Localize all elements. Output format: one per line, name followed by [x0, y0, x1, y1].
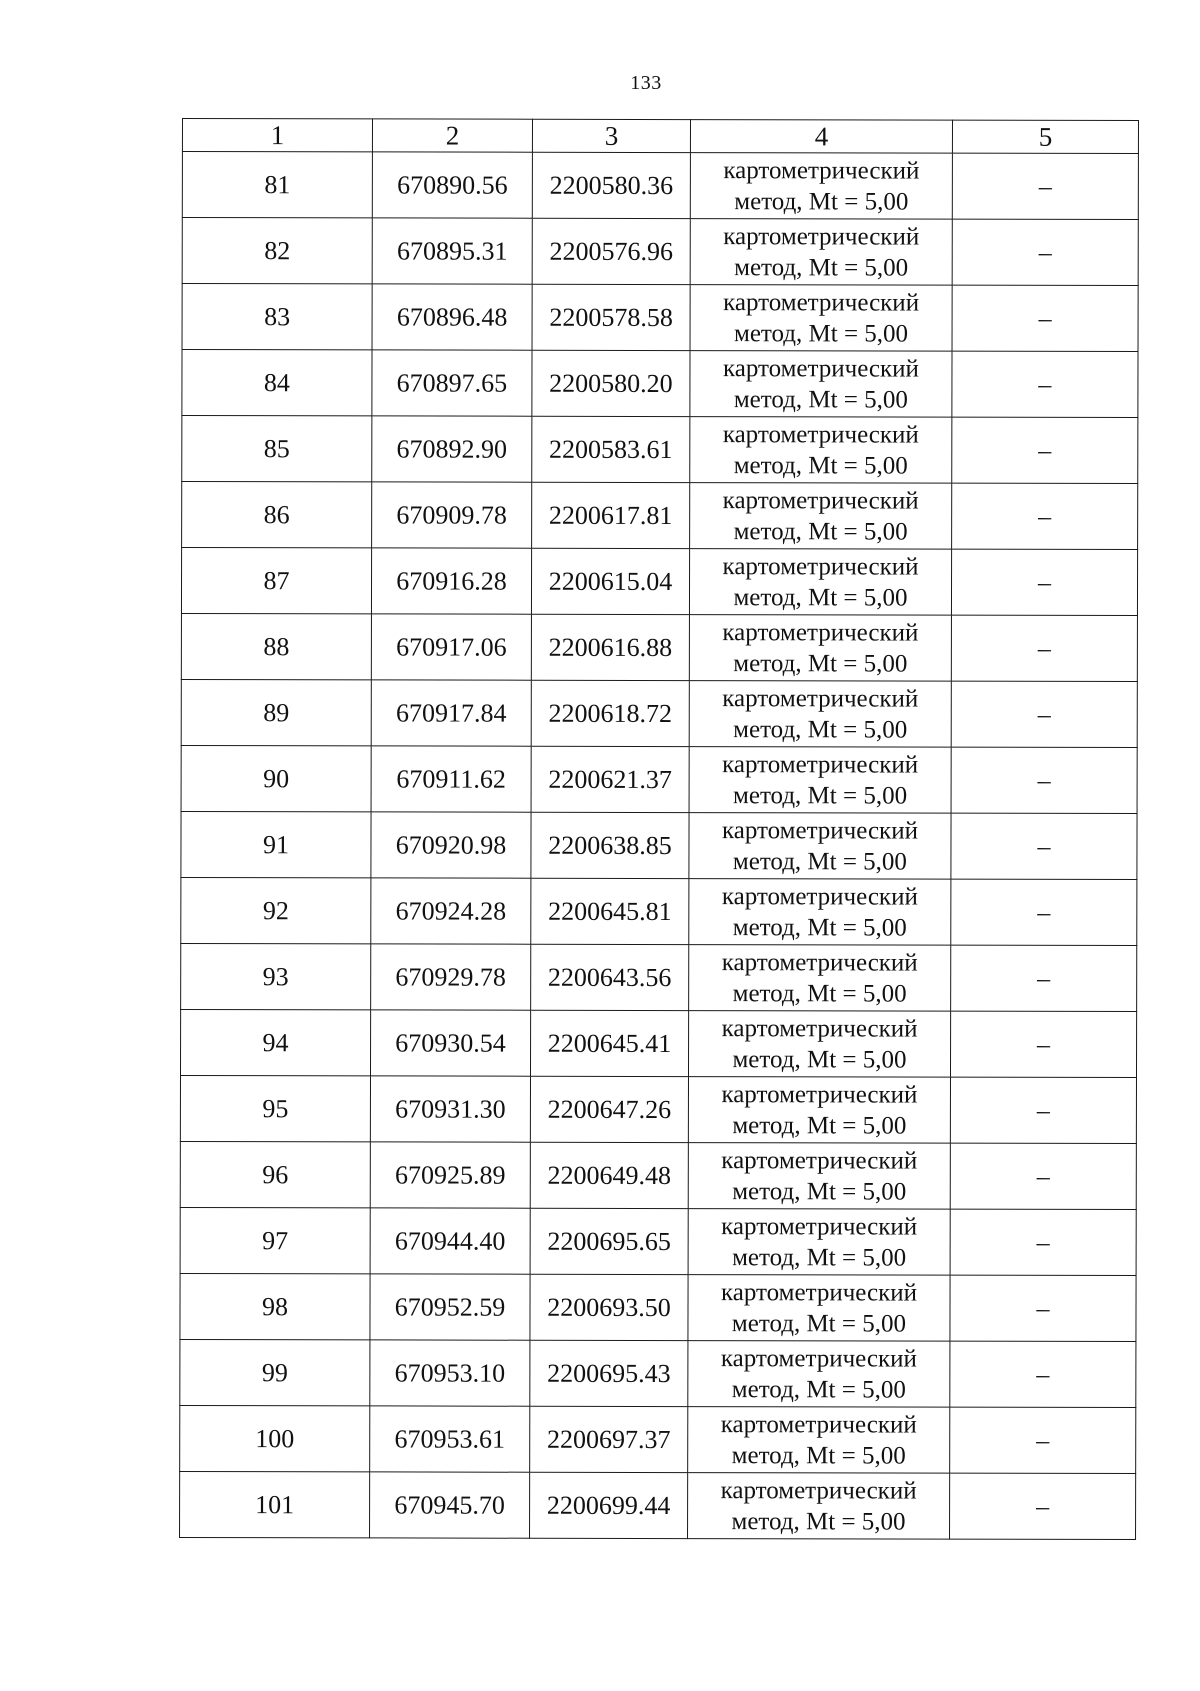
note-cell: –: [952, 417, 1138, 483]
y-coordinate-cell: 2200580.20: [532, 350, 690, 416]
x-coordinate-cell: 670953.10: [370, 1340, 530, 1406]
method-cell: [688, 1077, 950, 1144]
y-coordinate-cell: 2200699.44: [530, 1472, 688, 1538]
x-coordinate-cell: 670890.56: [372, 152, 532, 218]
method-cell: [690, 153, 952, 220]
note-cell: –: [952, 285, 1138, 351]
point-number-cell: 98: [180, 1273, 370, 1339]
x-coordinate-cell: 670929.78: [371, 944, 531, 1010]
note-cell: –: [951, 615, 1137, 681]
note-cell: –: [952, 351, 1138, 417]
table-row: [180, 1273, 1136, 1341]
note-cell: –: [951, 549, 1137, 615]
table-row: [182, 350, 1138, 418]
x-coordinate-cell: 670931.30: [370, 1076, 530, 1142]
method-accuracy: метод, Mt = 5,00: [733, 649, 908, 678]
point-number-cell: 91: [181, 811, 371, 877]
method-accuracy: метод, Mt = 5,00: [734, 187, 909, 216]
method-name: картометрический: [722, 420, 919, 449]
method-name: картометрический: [721, 816, 919, 845]
method-name: картометрический: [722, 354, 919, 383]
y-coordinate-cell: 2200643.56: [531, 944, 689, 1010]
method-cell: [689, 747, 951, 814]
method-name: картометрический: [721, 1278, 918, 1307]
x-coordinate-cell: 670945.70: [370, 1472, 530, 1538]
method-accuracy: метод, Mt = 5,00: [732, 1177, 907, 1206]
x-coordinate-cell: 670917.06: [371, 614, 531, 680]
method-cell: [689, 945, 951, 1012]
x-coordinate-cell: 670892.90: [372, 416, 532, 482]
method-name: картометрический: [722, 684, 919, 713]
method-name: картометрический: [722, 750, 919, 779]
method-accuracy: метод, Mt = 5,00: [732, 847, 907, 876]
table-row: [180, 1009, 1136, 1077]
method-cell: [688, 1341, 950, 1408]
table-row: [182, 416, 1138, 484]
table-row: [181, 613, 1137, 681]
x-coordinate-cell: 670916.28: [371, 548, 531, 614]
note-cell: –: [950, 1275, 1136, 1341]
table-row: [181, 745, 1137, 813]
point-number-cell: 99: [180, 1339, 370, 1405]
table-row: [182, 152, 1138, 220]
method-cell: [688, 1275, 950, 1342]
method-accuracy: метод, Mt = 5,00: [733, 385, 908, 414]
method-name: картометрический: [720, 1410, 917, 1439]
y-coordinate-cell: 2200615.04: [531, 548, 689, 614]
method-name: картометрический: [720, 1476, 917, 1505]
note-cell: –: [950, 1473, 1136, 1539]
method-accuracy: метод, Mt = 5,00: [733, 715, 908, 744]
table-row: [181, 877, 1137, 945]
method-name: картометрический: [721, 1080, 918, 1109]
y-coordinate-cell: 2200638.85: [531, 812, 689, 878]
note-cell: –: [950, 1077, 1136, 1143]
table-row: [180, 1339, 1136, 1407]
method-accuracy: метод, Mt = 5,00: [732, 979, 907, 1008]
table-row: [181, 679, 1137, 747]
header-row: [182, 119, 1138, 154]
method-accuracy: метод, Mt = 5,00: [732, 1045, 907, 1074]
x-coordinate-cell: 670895.31: [372, 218, 532, 284]
method-cell: [690, 219, 952, 286]
method-accuracy: метод, Mt = 5,00: [734, 253, 909, 282]
x-coordinate-cell: 670944.40: [370, 1208, 530, 1274]
y-coordinate-cell: 2200695.43: [530, 1340, 688, 1406]
table-row: [180, 1207, 1136, 1275]
method-accuracy: метод, Mt = 5,00: [733, 319, 909, 348]
method-cell: [690, 351, 952, 418]
method-name: картометрический: [723, 288, 920, 317]
x-coordinate-cell: 670911.62: [371, 746, 531, 812]
table-row: [180, 1471, 1136, 1539]
note-cell: –: [950, 1011, 1136, 1077]
point-number-cell: 81: [182, 152, 372, 218]
y-coordinate-cell: 2200580.36: [532, 152, 690, 218]
method-cell: [689, 681, 951, 748]
note-cell: –: [950, 1209, 1136, 1275]
method-accuracy: метод, Mt = 5,00: [732, 913, 907, 942]
method-accuracy: метод, Mt = 5,00: [733, 517, 908, 546]
method-name: картометрический: [721, 882, 918, 911]
coordinates-table: [179, 118, 1139, 1540]
method-cell: [688, 1473, 950, 1540]
point-number-cell: 88: [181, 613, 371, 679]
note-cell: –: [951, 945, 1137, 1011]
table-row: [180, 1141, 1136, 1209]
note-cell: –: [950, 1143, 1136, 1209]
method-name: картометрический: [723, 222, 920, 251]
point-number-cell: 82: [182, 218, 372, 284]
method-name: картометрический: [721, 1014, 918, 1043]
method-name: картометрический: [722, 486, 919, 515]
method-accuracy: метод, Mt = 5,00: [731, 1375, 906, 1404]
header-col-1: 1: [182, 119, 372, 152]
x-coordinate-cell: 670909.78: [372, 482, 532, 548]
note-cell: –: [951, 747, 1137, 813]
y-coordinate-cell: 2200695.65: [530, 1208, 688, 1274]
y-coordinate-cell: 2200576.96: [532, 218, 690, 284]
x-coordinate-cell: 670897.65: [372, 350, 532, 416]
point-number-cell: 85: [182, 416, 372, 482]
y-coordinate-cell: 2200649.48: [530, 1142, 688, 1208]
point-number-cell: 84: [182, 350, 372, 416]
note-cell: –: [952, 483, 1138, 549]
note-cell: –: [951, 681, 1137, 747]
method-cell: [689, 615, 951, 682]
note-cell: –: [951, 879, 1137, 945]
y-coordinate-cell: 2200578.58: [532, 284, 690, 350]
x-coordinate-cell: 670952.59: [370, 1274, 530, 1340]
method-cell: [688, 1011, 950, 1078]
method-accuracy: метод, Mt = 5,00: [732, 1243, 907, 1272]
header-col-5: 5: [952, 120, 1138, 153]
x-coordinate-cell: 670917.84: [371, 680, 531, 746]
note-cell: –: [952, 219, 1138, 285]
point-number-cell: 92: [181, 877, 371, 943]
table-row: [181, 811, 1137, 879]
y-coordinate-cell: 2200697.37: [530, 1406, 688, 1472]
method-accuracy: метод, Mt = 5,00: [731, 1507, 906, 1536]
method-accuracy: метод, Mt = 5,00: [732, 1111, 907, 1140]
note-cell: –: [952, 153, 1138, 219]
method-cell: [689, 813, 951, 880]
method-name: картометрический: [721, 1212, 918, 1241]
y-coordinate-cell: 2200645.81: [531, 878, 689, 944]
point-number-cell: 94: [180, 1009, 370, 1075]
x-coordinate-cell: 670930.54: [370, 1010, 530, 1076]
method-cell: [688, 1143, 950, 1210]
y-coordinate-cell: 2200645.41: [530, 1010, 688, 1076]
method-cell: [690, 285, 952, 352]
method-accuracy: метод, Mt = 5,00: [733, 583, 908, 612]
y-coordinate-cell: 2200693.50: [530, 1274, 688, 1340]
point-number-cell: 97: [180, 1207, 370, 1273]
table-row: [182, 284, 1138, 352]
y-coordinate-cell: 2200583.61: [532, 416, 690, 482]
method-cell: [689, 879, 951, 946]
method-cell: [690, 417, 952, 484]
method-cell: [689, 549, 951, 616]
y-coordinate-cell: 2200647.26: [530, 1076, 688, 1142]
point-number-cell: 101: [180, 1471, 370, 1537]
y-coordinate-cell: 2200618.72: [531, 680, 689, 746]
x-coordinate-cell: 670925.89: [370, 1142, 530, 1208]
point-number-cell: 87: [181, 548, 371, 614]
table-row: [182, 218, 1138, 286]
method-cell: [690, 483, 952, 550]
table-body: [180, 152, 1139, 1540]
x-coordinate-cell: 670896.48: [372, 284, 532, 350]
method-accuracy: метод, Mt = 5,00: [733, 781, 908, 810]
method-accuracy: метод, Mt = 5,00: [731, 1309, 907, 1338]
note-cell: –: [950, 1407, 1136, 1473]
page-number: 133: [630, 72, 662, 94]
table-row: [182, 482, 1138, 550]
method-name: картометрический: [723, 156, 920, 185]
header-col-2: 2: [372, 119, 532, 152]
method-cell: [688, 1407, 950, 1474]
table-row: [181, 943, 1137, 1011]
point-number-cell: 95: [180, 1075, 370, 1141]
point-number-cell: 93: [181, 943, 371, 1009]
point-number-cell: 83: [182, 284, 372, 350]
point-number-cell: 86: [182, 482, 372, 548]
method-name: картометрический: [722, 618, 919, 647]
table-row: [180, 1405, 1136, 1473]
method-name: картометрический: [721, 948, 918, 977]
point-number-cell: 89: [181, 679, 371, 745]
note-cell: –: [951, 813, 1137, 879]
y-coordinate-cell: 2200617.81: [532, 482, 690, 548]
x-coordinate-cell: 670924.28: [371, 878, 531, 944]
header-col-4: 4: [690, 120, 952, 154]
method-cell: [688, 1209, 950, 1276]
y-coordinate-cell: 2200621.37: [531, 746, 689, 812]
method-accuracy: метод, Mt = 5,00: [731, 1441, 906, 1470]
method-accuracy: метод, Mt = 5,00: [733, 451, 908, 480]
table-header: [182, 119, 1138, 154]
point-number-cell: 96: [180, 1141, 370, 1207]
x-coordinate-cell: 670920.98: [371, 812, 531, 878]
x-coordinate-cell: 670953.61: [370, 1406, 530, 1472]
point-number-cell: 100: [180, 1405, 370, 1471]
method-name: картометрический: [720, 1344, 917, 1373]
method-name: картометрический: [722, 552, 919, 581]
point-number-cell: 90: [181, 745, 371, 811]
method-name: картометрический: [721, 1146, 918, 1175]
y-coordinate-cell: 2200616.88: [531, 614, 689, 680]
header-col-3: 3: [532, 119, 690, 152]
table-row: [180, 1075, 1136, 1143]
table-row: [181, 548, 1137, 616]
note-cell: –: [950, 1341, 1136, 1407]
